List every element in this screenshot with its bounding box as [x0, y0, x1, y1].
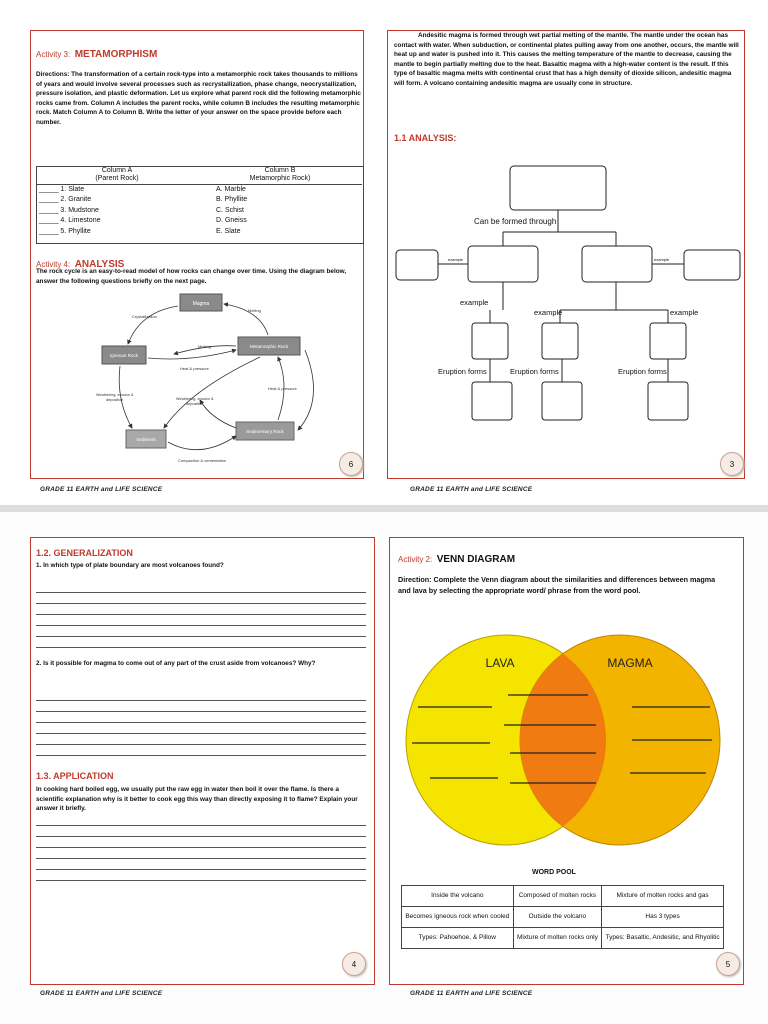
chart-left-main-box: [468, 246, 538, 282]
page-6-footer: GRADE 11 EARTH and LIFE SCIENCE: [40, 486, 163, 493]
column-b-subtitle: Metamorphic Rock): [249, 175, 311, 182]
weathering-mid-label-1: Weathering, erosion &: [176, 397, 214, 401]
column-b: [198, 167, 362, 237]
chart-right-main-box: [582, 246, 652, 282]
column-b-item: C. Schist: [216, 206, 245, 214]
heat-pressure-mid-label: Heat & pressure: [180, 366, 209, 371]
bottom-sheet: [0, 512, 768, 1024]
page-4-number: 4: [342, 952, 366, 976]
word-pool-table: [401, 885, 724, 949]
word-pool-cell: Outside the volcano: [513, 907, 601, 928]
analysis-instructions: The rock cycle is an easy-to-read model of how rocks can change over time. Using the diagram below, answer the following questions briefly on the next page.: [36, 268, 347, 285]
column-a-item: _____ 3. Mudstone: [39, 206, 99, 214]
weathering-left-label-1: Weathering, erosion &: [96, 393, 134, 397]
example-left-label: example: [460, 298, 489, 307]
word-pool-cell: Becomes igneous rock when cooled: [402, 907, 514, 928]
analysis-heading: 1.1 ANALYSIS:: [394, 133, 457, 143]
page-5-number: 5: [716, 952, 740, 976]
igneous-label: Igneous Rock: [109, 353, 139, 358]
column-b-item: B. Phyllite: [216, 196, 248, 204]
chart-eruption-box-mid: [542, 382, 582, 420]
magma-label: Magma: [192, 301, 210, 307]
activity-3-title: METAMORPHISM: [74, 49, 158, 60]
chart-left-side-box: [396, 250, 438, 280]
column-a-item: _____ 1. Slate: [39, 186, 85, 193]
eruption-left-label: Eruption forms: [438, 367, 487, 376]
venn-diagram: [400, 630, 730, 852]
magma-label: MAGMA: [607, 656, 653, 670]
column-b-item: D. Gneiss: [216, 217, 247, 225]
chart-eruption-box-right: [648, 382, 688, 420]
column-b-item: A. Marble: [216, 186, 246, 193]
activity-2-label: Activity 2:: [398, 555, 433, 564]
chart-example-box-mid: [542, 323, 578, 359]
word-pool-row: [402, 907, 724, 928]
application-heading: 1.3. APPLICATION: [36, 771, 114, 781]
lava-label: LAVA: [485, 656, 515, 670]
column-b-title: Column B: [264, 167, 296, 174]
page-3-footer: GRADE 11 EARTH and LIFE SCIENCE: [410, 486, 533, 493]
column-a-title: Column A: [101, 167, 133, 174]
weathering-left-label-2: deposition: [106, 398, 124, 402]
word-pool-cell: Composed of molten rocks: [513, 886, 601, 907]
page-6-number: 6: [339, 452, 363, 476]
example-mid-label: example: [534, 308, 563, 317]
activity-4-title: ANALYSIS: [74, 259, 125, 270]
sediment-label: Sediment: [136, 437, 156, 442]
melting-top-arrow: [224, 304, 268, 335]
generalization-heading: 1.2. GENERALIZATION: [36, 548, 133, 558]
activity-2-title: VENN DIAGRAM: [436, 554, 516, 565]
volcano-flowchart: [388, 160, 744, 430]
page-4-frame: [30, 537, 375, 985]
eruption-right-label: Eruption forms: [618, 367, 667, 376]
chart-top-box: [510, 166, 606, 210]
activity-3-heading: [36, 44, 157, 62]
page-3-number: 3: [720, 452, 744, 476]
sedimentary-label: Sedimentary Rock: [246, 429, 284, 434]
igneous-to-metamorphic-arrow: [148, 350, 236, 359]
column-a: [36, 167, 198, 237]
chart-example-box-right: [650, 323, 686, 359]
andesitic-magma-paragraph: Andesitic magma is formed through wet partial melting of the mantle. The mantle under the ocean has contact with water. When subduction, or continental plates pulling away from one another, occurs, the mantle will heat up and water is pushed into it. This causes the melting temperature of the mantle to decrease, causing the mantle to begin partially melting due to the heat. Basaltic magma with a high-water content is the result. If this type of basaltic magma melts with continental crust that has a high density of dioxide silicon, andesitic magma will form. A volcano containing andesitic magma are usually cone in structure.: [394, 32, 739, 87]
example-small-left-label: example: [448, 257, 464, 262]
word-pool-row: [402, 928, 724, 949]
sediment-to-sedimentary-arrow: [168, 436, 236, 450]
igneous-to-sediment-arrow: [119, 366, 132, 428]
can-be-formed-label: Can be formed through: [474, 217, 557, 226]
word-pool-row: [402, 886, 724, 907]
metamorphic-label: Metamorphic Rock: [249, 344, 289, 349]
column-a-item: _____ 4. Limestone: [39, 217, 101, 225]
rock-cycle-diagram: [90, 290, 330, 470]
venn-direction: Direction: Complete the Venn diagram about the similarities and differences between magma and lava by selecting the appropriate word/ phrase from the word pool.: [398, 575, 716, 595]
word-pool-cell: Types: Pahoehoe, & Pillow: [402, 928, 514, 949]
weathering-right-arrow: [298, 350, 314, 430]
page-4-footer: GRADE 11 EARTH and LIFE SCIENCE: [40, 990, 163, 997]
eruption-mid-label: Eruption forms: [510, 367, 559, 376]
word-pool-cell: Mixture of molten rocks and gas: [602, 886, 724, 907]
word-pool-cell: Has 3 types: [602, 907, 724, 928]
example-small-right-label: example: [654, 257, 670, 262]
melting-mid-label: Melting: [198, 344, 211, 349]
word-pool-cell: Inside the volcano: [402, 886, 514, 907]
activity-3-label: Activity 3:: [36, 50, 71, 59]
heat-pressure-right-label: Heat & pressure: [268, 386, 297, 391]
question-2: 2. Is it possible for magma to come out of any part of the crust aside from volcanoes? Why?: [36, 660, 316, 667]
application-text: In cooking hard boiled egg, we usually put the raw egg in water then boil it over the flame. Is there a scientific explanation why is it better to cook egg this way than directly exposing it to flame? Explain your answer it briefly.: [36, 786, 358, 813]
example-right-label: example: [670, 308, 699, 317]
column-a-subtitle: (Parent Rock): [95, 175, 139, 182]
page-5-footer: GRADE 11 EARTH and LIFE SCIENCE: [410, 990, 533, 997]
crystallization-arrow: [128, 306, 178, 344]
column-a-item: _____ 2. Granite: [39, 196, 92, 204]
chart-example-box-left: [472, 323, 508, 359]
metamorphic-to-sediment-arrow: [164, 357, 260, 428]
column-b-item: E. Slate: [216, 227, 241, 235]
compaction-label: Compaction & cementation: [178, 458, 227, 463]
metamorphism-directions: Directions: The transformation of a certain rock-type into a metamorphic rock takes thousands to millions of years and would involve several processes such as recrystallization, phase change, neocrystallization, pressure isolation, and plastic deformation. Let us explore what parent rock did the following metamorphic rocks came from. Column A includes the parent rocks, while column B includes the resulting metamorphic rock. Match Column A to Column B. Write the letter of your answer on the space provide before each number.: [36, 71, 361, 126]
weathering-mid-label-2: deposition: [186, 402, 204, 406]
sedimentary-to-sediment-arrow: [200, 400, 236, 428]
chart-right-side-box: [684, 250, 740, 280]
word-pool-cell: Mixture of molten rocks only: [513, 928, 601, 949]
column-a-item: _____ 5. Phyllite: [39, 227, 91, 235]
melting-top-label: Melting: [248, 308, 261, 313]
crystallization-label: Crystallization: [132, 314, 157, 319]
question-1: 1. In which type of plate boundary are most volcanoes found?: [36, 562, 224, 569]
activity-4-label: Activity 4:: [36, 260, 71, 269]
chart-eruption-box-left: [472, 382, 512, 420]
word-pool-title: WORD POOL: [532, 869, 576, 876]
word-pool-cell: Types: Basaltic, Andesitic, and Rhyolitic: [602, 928, 724, 949]
activity-2-heading: [398, 549, 515, 567]
